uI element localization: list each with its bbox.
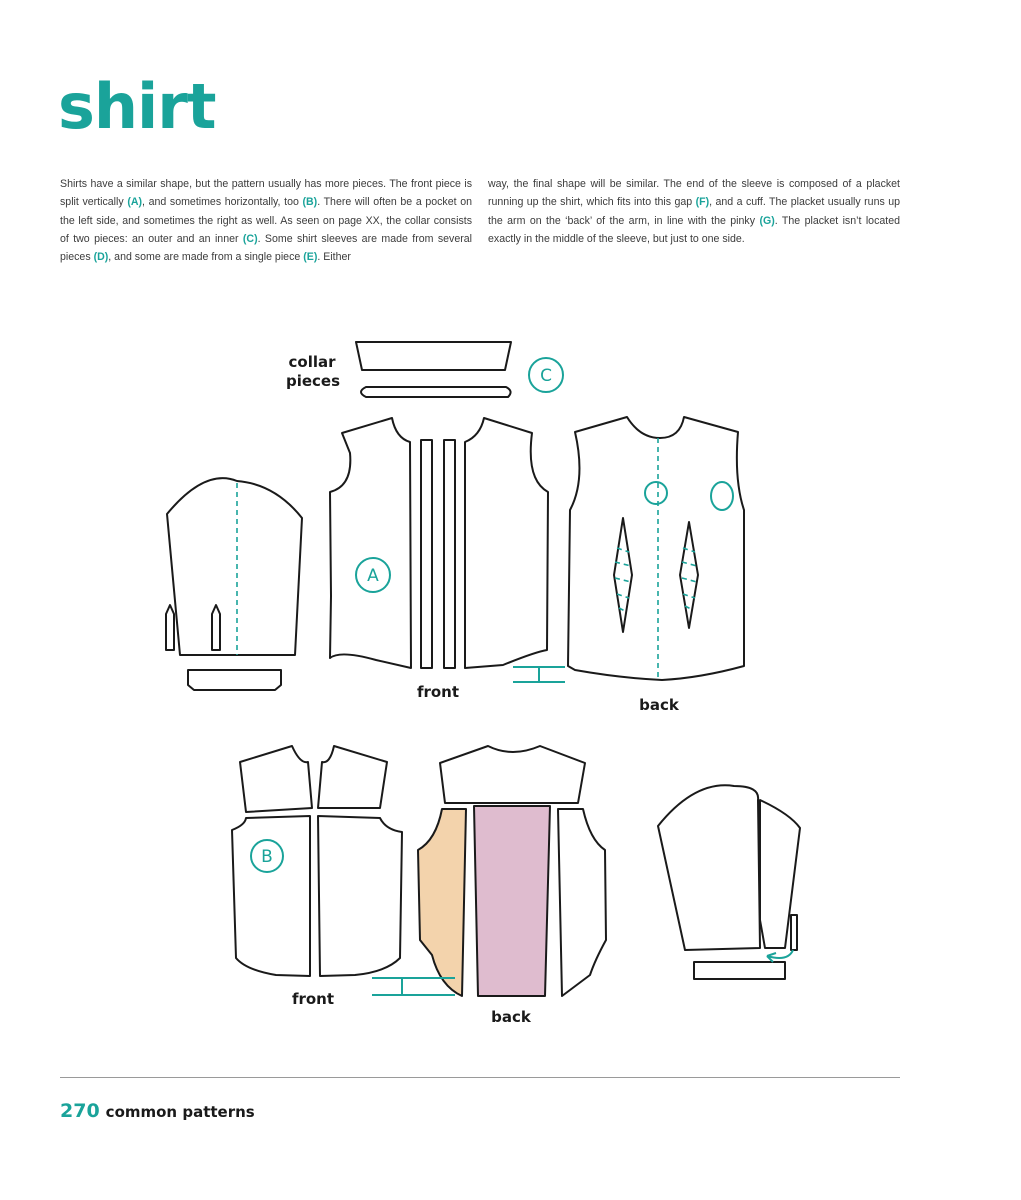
sleeve-variant [658,785,800,979]
body-text-run: , and sometimes horizontally, too [142,196,303,209]
sleeve-with-placket [166,478,302,690]
body-text-run: Shirts have a similar shape, but the pattern usually has more pieces. The front piece is split vertically [60,178,472,209]
collar-outer-piece [356,342,511,370]
placket-piece-2 [212,605,220,650]
back-split [372,746,606,1026]
page-title: shirt [58,70,216,143]
collar-pieces [286,342,563,397]
back-center-panel [474,806,550,996]
sleeve-piece [167,478,302,655]
marker-a-label: A [367,566,379,586]
figure-reference: (G) [759,214,775,227]
figure-reference: (F) [695,196,710,209]
page-number: 270 [60,1100,100,1122]
marker-b-label: B [261,847,273,867]
sleeve-variant-cuff [694,962,785,979]
sleeve-variant-piece [658,785,760,950]
front-right-yoke [318,746,387,808]
figure-reference: (A) [127,196,143,209]
footer-rule [60,1077,900,1078]
hem-gap-indicator-top [513,667,565,682]
page-footer [60,1100,255,1122]
back-yoke [440,746,585,803]
marker-c-label: C [540,366,552,386]
front-left-yoke [240,746,312,812]
back-label-top: back [639,696,679,714]
front-split-vertical [330,418,565,701]
sleeve-variant-placket [791,915,797,950]
body-text-run: , and a cuff. The placket usually runs up the arm on the ‘back’ of the arm, in line with the pinky [488,196,900,227]
collar-label-1: collar [288,353,336,371]
collar-label-2: pieces [285,372,341,390]
front-label-bottom: front [291,990,335,1008]
body-text-run: . Some shirt sleeves are made from several pieces [60,232,472,264]
front-left-panel [330,418,411,668]
collar-inner-piece [361,387,511,397]
front-label-top: front [416,683,460,701]
back-side-panel-right [558,809,606,996]
figure-reference: (B) [302,196,318,209]
back-with-darts [568,417,744,714]
back-side-panel-left [418,809,466,996]
placket-piece-1 [166,605,174,650]
front-right-placket [444,440,455,668]
front-split-horizontal [232,746,402,1008]
figure-reference: (E) [303,251,318,264]
back-panel [568,417,744,680]
body-text-run: . Either [317,251,351,264]
body-text-run: way, the final shape will be similar. The end of the sleeve is composed of a placket running up the shirt, which fits into this gap [488,178,900,209]
body-text-run: . There will often be a pocket on the left side, and sometimes the right as well. As seen on page XX, the collar consists of two pieces: an outer and an inner [60,196,472,245]
figure-reference: (C) [242,232,258,245]
front-right-body [318,816,402,976]
cuff-piece [188,670,281,690]
front-right-panel [465,418,548,668]
section-name: common patterns [105,1103,255,1121]
front-left-placket [421,440,432,668]
body-text-run: . The placket isn’t located exactly in the middle of the sleeve, but just to one side. [488,214,900,245]
back-label-bottom: back [491,1008,531,1026]
body-text-run: , and some are made from a single piece [108,251,304,264]
figure-reference: (D) [93,251,109,264]
